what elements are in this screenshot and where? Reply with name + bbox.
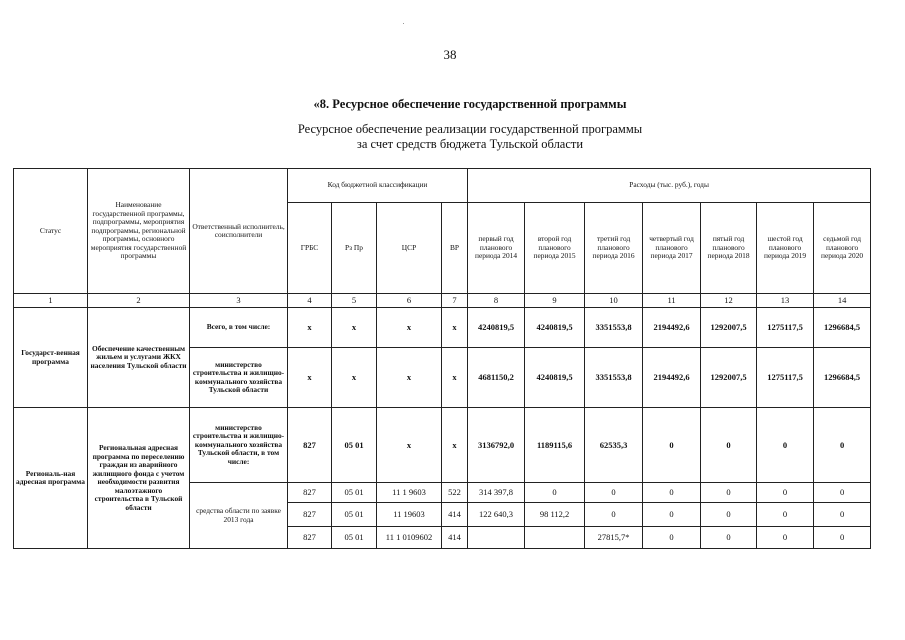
value-cell: 4681150,2 — [468, 348, 525, 408]
code-cell: х — [377, 308, 442, 348]
value-cell: 1189115,6 — [525, 408, 585, 483]
value-cell: 27815,7* — [585, 527, 643, 549]
value-cell — [468, 527, 525, 549]
column-number-row — [14, 294, 871, 308]
value-cell: 2194492,6 — [643, 308, 701, 348]
scan-speck — [403, 23, 404, 24]
header-year-2017: четвертый год планового периода 2017 — [643, 203, 701, 294]
code-cell: 414 — [442, 503, 468, 527]
subtitle-line-2: за счет средств бюджета Тульской области — [356, 137, 584, 151]
rp-status: Региональ-ная адресная программа — [14, 408, 88, 549]
code-cell: 827 — [288, 483, 332, 503]
code-cell: 11 1 9603 — [377, 483, 442, 503]
column-number: 11 — [643, 294, 701, 308]
header-grbs: ГРБС — [288, 203, 332, 294]
header-row-1 — [14, 169, 871, 203]
value-cell: 0 — [525, 483, 585, 503]
code-cell: х — [288, 308, 332, 348]
value-cell: 0 — [643, 408, 701, 483]
subtitle — [240, 122, 700, 152]
column-number: 13 — [757, 294, 814, 308]
header-year-2016: третий год планового периода 2016 — [585, 203, 643, 294]
value-cell: 4240819,5 — [525, 348, 585, 408]
value-cell: 1292007,5 — [701, 308, 757, 348]
header-budget-classification: Код бюджетной классификации — [288, 169, 468, 203]
value-cell: 0 — [757, 408, 814, 483]
column-number: 6 — [377, 294, 442, 308]
value-cell: 122 640,3 — [468, 503, 525, 527]
value-cell: 0 — [585, 503, 643, 527]
value-cell: 4240819,5 — [525, 308, 585, 348]
value-cell: 3351553,8 — [585, 308, 643, 348]
value-cell: 0 — [585, 483, 643, 503]
value-cell: 1275117,5 — [757, 348, 814, 408]
code-cell: 827 — [288, 503, 332, 527]
code-cell: 827 — [288, 408, 332, 483]
value-cell: 0 — [757, 527, 814, 549]
header-year-2014: первый год планового периода 2014 — [468, 203, 525, 294]
header-year-2015: второй год планового периода 2015 — [525, 203, 585, 294]
code-cell: х — [442, 308, 468, 348]
column-number: 14 — [814, 294, 871, 308]
header-vr: ВР — [442, 203, 468, 294]
subtitle-line-1: Ресурсное обеспечение реализации государственной программы — [297, 122, 643, 136]
rp-name: Региональная адресная программа по переселению граждан из аварийного жилищного фонда с учетом необходимости развития малоэтажного строительства в Тульской области — [88, 408, 190, 549]
code-cell: х — [332, 308, 377, 348]
code-cell: 11 19603 — [377, 503, 442, 527]
value-cell: 0 — [757, 503, 814, 527]
code-cell: 05 01 — [332, 527, 377, 549]
column-number: 3 — [190, 294, 288, 308]
value-cell: 1296684,5 — [814, 348, 871, 408]
code-cell: 05 01 — [332, 408, 377, 483]
rp-sub-responsible: средства области по заявке 2013 года — [190, 483, 288, 549]
code-cell: х — [288, 348, 332, 408]
code-cell: 414 — [442, 527, 468, 549]
value-cell: 314 397,8 — [468, 483, 525, 503]
code-cell: х — [332, 348, 377, 408]
resource-table — [13, 168, 871, 549]
value-cell: 0 — [814, 527, 871, 549]
value-cell: 0 — [643, 527, 701, 549]
value-cell: 1275117,5 — [757, 308, 814, 348]
code-cell: х — [442, 348, 468, 408]
value-cell: 0 — [814, 408, 871, 483]
value-cell: 0 — [643, 503, 701, 527]
page-number: 38 — [443, 47, 457, 62]
value-cell: 0 — [814, 483, 871, 503]
gp-status: Государст-венная программа — [14, 308, 88, 408]
value-cell: 0 — [701, 527, 757, 549]
column-number: 9 — [525, 294, 585, 308]
column-number: 7 — [442, 294, 468, 308]
value-cell: 1296684,5 — [814, 308, 871, 348]
code-cell: х — [442, 408, 468, 483]
column-number: 10 — [585, 294, 643, 308]
gp-ministry-responsible: министерство строительства и жилищно-коммунального хозяйства Тульской области — [190, 348, 288, 408]
header-year-2019: шестой год планового периода 2019 — [757, 203, 814, 294]
code-cell: 827 — [288, 527, 332, 549]
rp-main-responsible: министерство строительства и жилищно-коммунального хозяйства Тульской области, в том числе: — [190, 408, 288, 483]
column-number: 4 — [288, 294, 332, 308]
code-cell: х — [377, 348, 442, 408]
value-cell: 4240819,5 — [468, 308, 525, 348]
value-cell: 0 — [701, 503, 757, 527]
header-responsible: Ответственный исполнитель, соисполнители — [190, 169, 288, 294]
value-cell: 62535,3 — [585, 408, 643, 483]
code-cell: 05 01 — [332, 503, 377, 527]
section-title: «8. Ресурсное обеспечение государственной программы — [313, 97, 627, 111]
value-cell: 0 — [814, 503, 871, 527]
value-cell: 98 112,2 — [525, 503, 585, 527]
header-year-2020: седьмой год планового периода 2020 — [814, 203, 871, 294]
column-number: 12 — [701, 294, 757, 308]
value-cell — [525, 527, 585, 549]
header-rzpr: Рз Пр — [332, 203, 377, 294]
code-cell: 522 — [442, 483, 468, 503]
column-number: 5 — [332, 294, 377, 308]
gp-name: Обеспечение качественным жильем и услугами ЖКХ населения Тульской области — [88, 308, 190, 408]
code-cell: 11 1 0109602 — [377, 527, 442, 549]
table-row — [14, 408, 871, 483]
value-cell: 2194492,6 — [643, 348, 701, 408]
code-cell: 05 01 — [332, 483, 377, 503]
table-row — [14, 308, 871, 348]
value-cell: 3351553,8 — [585, 348, 643, 408]
column-number: 8 — [468, 294, 525, 308]
header-expenses: Расходы (тыс. руб.), годы — [468, 169, 871, 203]
header-name: Наименование государственной программы, подпрограммы, мероприятия подпрограммы, региональной программы, основного мероприятия государственной программы — [88, 169, 190, 294]
value-cell: 0 — [701, 408, 757, 483]
column-number: 2 — [88, 294, 190, 308]
value-cell: 0 — [701, 483, 757, 503]
column-number: 1 — [14, 294, 88, 308]
gp-total-responsible: Всего, в том числе: — [190, 308, 288, 348]
header-year-2018: пятый год планового периода 2018 — [701, 203, 757, 294]
value-cell: 3136792,0 — [468, 408, 525, 483]
value-cell: 0 — [757, 483, 814, 503]
header-status: Статус — [14, 169, 88, 294]
code-cell: х — [377, 408, 442, 483]
value-cell: 1292007,5 — [701, 348, 757, 408]
header-csr: ЦСР — [377, 203, 442, 294]
value-cell: 0 — [643, 483, 701, 503]
